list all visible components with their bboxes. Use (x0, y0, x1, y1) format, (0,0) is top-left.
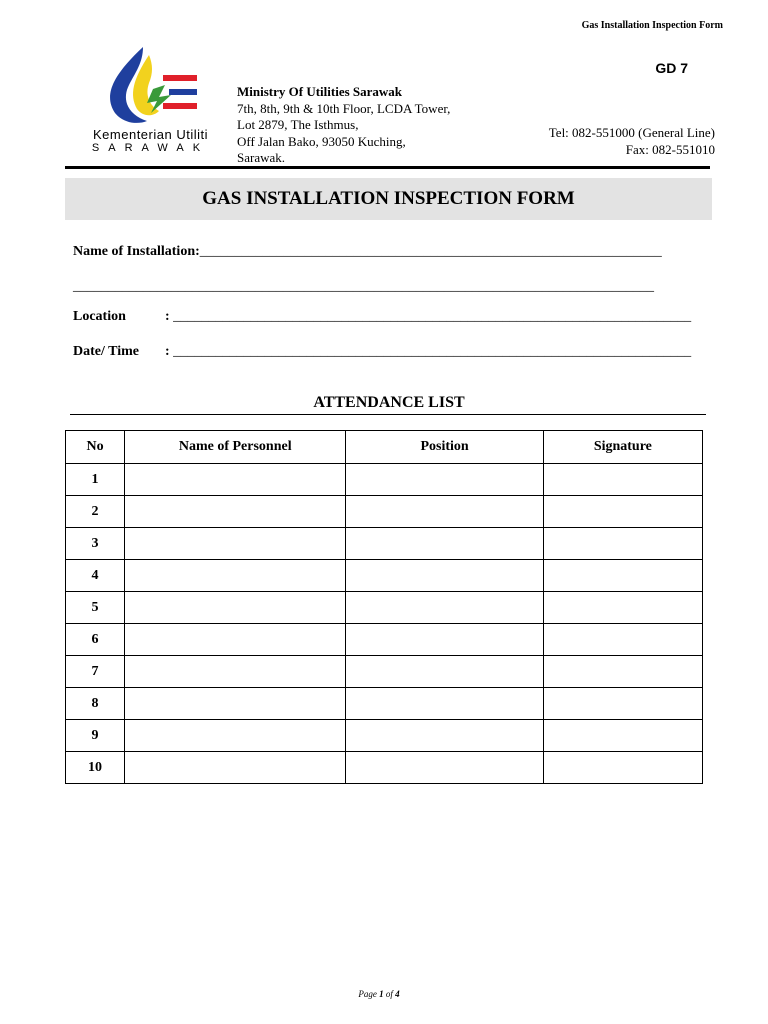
organization-name: Ministry Of Utilities Sarawak (237, 84, 403, 99)
page-separator: of (383, 989, 396, 999)
name-cell[interactable] (125, 720, 346, 752)
location-field[interactable] (73, 309, 692, 325)
signature-cell[interactable] (543, 688, 702, 720)
installation-name-label: Name of Installation: (73, 244, 200, 259)
row-number: 3 (66, 528, 125, 560)
position-cell[interactable] (346, 752, 543, 784)
row-number: 6 (66, 624, 125, 656)
running-header: Gas Installation Inspection Form (581, 20, 723, 31)
table-row (66, 592, 703, 624)
name-cell[interactable] (125, 688, 346, 720)
name-cell[interactable] (125, 656, 346, 688)
signature-cell[interactable] (543, 528, 702, 560)
location-line: __________________________________________________________________________ (173, 309, 692, 324)
name-cell[interactable] (125, 560, 346, 592)
form-code: GD 7 (655, 60, 688, 76)
location-colon: : (165, 309, 170, 324)
row-number: 8 (66, 688, 125, 720)
page-prefix: Page (358, 989, 380, 999)
column-header-no: No (66, 431, 125, 464)
attendance-divider (70, 414, 706, 415)
name-cell[interactable] (125, 528, 346, 560)
address-line: Sarawak. (237, 150, 286, 165)
position-cell[interactable] (346, 464, 543, 496)
flame-logo-icon (103, 45, 203, 127)
contact-info (549, 125, 715, 158)
table-row (66, 752, 703, 784)
logo-name: Kementerian Utiliti (93, 127, 208, 142)
address-line: Lot 2879, The Isthmus, (237, 117, 359, 132)
name-cell[interactable] (125, 592, 346, 624)
signature-cell[interactable] (543, 656, 702, 688)
signature-cell[interactable] (543, 464, 702, 496)
table-row (66, 560, 703, 592)
date-time-colon: : (165, 344, 170, 359)
position-cell[interactable] (346, 656, 543, 688)
column-header-signature: Signature (543, 431, 702, 464)
installation-name-line: __________________________________________________________________ (199, 244, 662, 259)
table-row (66, 528, 703, 560)
position-cell[interactable] (346, 560, 543, 592)
position-cell[interactable] (346, 688, 543, 720)
position-cell[interactable] (346, 624, 543, 656)
form-title: GAS INSTALLATION INSPECTION FORM (202, 188, 575, 209)
header-divider (65, 166, 710, 169)
date-time-label: Date/ Time (73, 344, 139, 359)
address-line: Off Jalan Bako, 93050 Kuching, (237, 133, 406, 149)
installation-name-continuation-line[interactable]: ___________________________________________________________________________________ (73, 279, 654, 294)
row-number: 7 (66, 656, 125, 688)
column-header-position: Position (346, 431, 543, 464)
location-label: Location (73, 309, 126, 324)
table-row (66, 720, 703, 752)
attendance-title: ATTENDANCE LIST (313, 394, 465, 411)
logo-subtitle: SARAWAK (91, 142, 210, 154)
page-footer (0, 989, 758, 999)
row-number: 4 (66, 560, 125, 592)
row-number: 9 (66, 720, 125, 752)
row-number: 5 (66, 592, 125, 624)
position-cell[interactable] (346, 496, 543, 528)
installation-name-field[interactable] (73, 244, 662, 260)
row-number: 10 (66, 752, 125, 784)
page-total: 4 (395, 989, 400, 999)
table-row (66, 656, 703, 688)
column-header-name: Name of Personnel (125, 431, 346, 464)
position-cell[interactable] (346, 528, 543, 560)
table-row (66, 624, 703, 656)
signature-cell[interactable] (543, 560, 702, 592)
name-cell[interactable] (125, 752, 346, 784)
name-cell[interactable] (125, 464, 346, 496)
signature-cell[interactable] (543, 752, 702, 784)
name-cell[interactable] (125, 496, 346, 528)
attendance-table (65, 430, 703, 784)
row-number: 1 (66, 464, 125, 496)
address-line: 7th, 8th, 9th & 10th Floor, LCDA Tower, (237, 100, 451, 116)
ministry-address (237, 84, 450, 167)
fax: Fax: 082-551010 (625, 141, 715, 157)
signature-cell[interactable] (543, 592, 702, 624)
row-number: 2 (66, 496, 125, 528)
table-header-row (66, 431, 703, 464)
signature-cell[interactable] (543, 720, 702, 752)
position-cell[interactable] (346, 592, 543, 624)
date-time-line: __________________________________________________________________________ (173, 344, 692, 359)
signature-cell[interactable] (543, 624, 702, 656)
signature-cell[interactable] (543, 496, 702, 528)
ministry-logo (78, 45, 228, 160)
page-current: 1 (379, 989, 384, 999)
position-cell[interactable] (346, 720, 543, 752)
table-row (66, 464, 703, 496)
telephone: Tel: 082-551000 (General Line) (548, 125, 715, 140)
name-cell[interactable] (125, 624, 346, 656)
table-row (66, 688, 703, 720)
form-title-box (65, 178, 712, 220)
date-time-field[interactable] (73, 344, 692, 360)
table-row (66, 496, 703, 528)
